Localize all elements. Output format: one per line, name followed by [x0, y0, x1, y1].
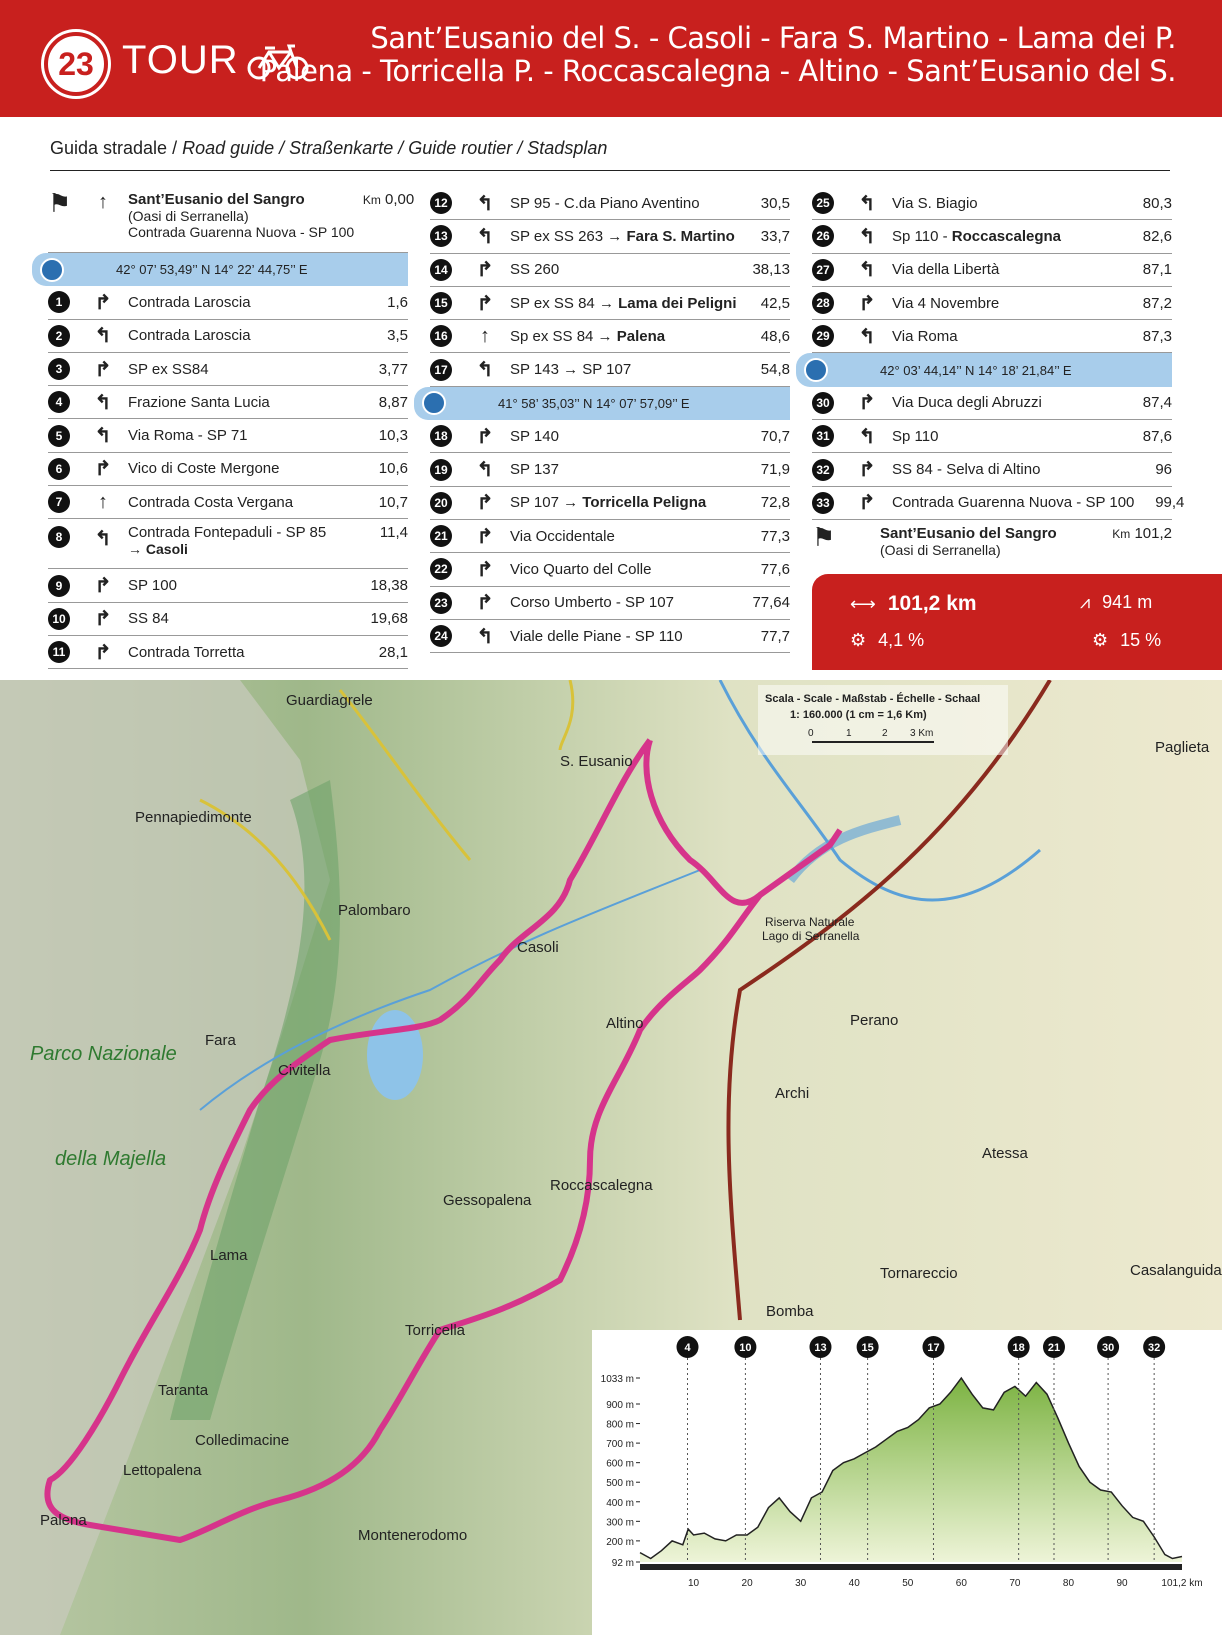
- start-row: [48, 187, 415, 253]
- turn-left-icon: ↰: [476, 625, 494, 648]
- place-tornareccio: Tornareccio: [880, 1265, 958, 1282]
- step-km: 87,2: [1142, 294, 1172, 312]
- scale-tick-0: 0: [808, 728, 814, 739]
- step-row-20: [430, 487, 790, 520]
- step-km: 80,3: [1142, 194, 1172, 212]
- step-text: SS 84: [128, 610, 169, 628]
- y-tick-label: 92 m: [611, 1558, 634, 1569]
- header-banner: [0, 0, 1222, 117]
- step-text: SP 143 → SP 107: [510, 361, 632, 379]
- place-lettopalena: Lettopalena: [123, 1462, 202, 1479]
- step-text: Via Roma - SP 71: [128, 427, 248, 445]
- step-km: 48,6: [760, 327, 790, 345]
- place-palombaro: Palombaro: [338, 902, 411, 919]
- x-tick-label: 80: [1062, 1578, 1075, 1589]
- step-row-18: [430, 420, 790, 453]
- step-text: SP 140: [510, 427, 559, 445]
- y-tick-label: 600 m: [606, 1458, 634, 1470]
- gps-coordinates-3: [796, 353, 1172, 386]
- turn-right-icon: ↱: [476, 558, 494, 581]
- step-number: 15: [430, 292, 452, 314]
- step-km: 38,13: [752, 261, 790, 279]
- step-number: 6: [48, 458, 70, 480]
- step-row-14: [430, 254, 790, 287]
- step-number: 30: [812, 392, 834, 414]
- step-km: 70,7: [760, 427, 790, 445]
- step-text: Via S. Biagio: [892, 194, 978, 212]
- distance-icon: ⟷: [850, 593, 876, 614]
- step-text: Via della Libertà: [892, 261, 1000, 279]
- waypoint-label: 17: [927, 1342, 940, 1354]
- step-row-10: [48, 603, 408, 636]
- step-text: SP 95 - C.da Piano Aventino: [510, 194, 700, 212]
- step-km: 3,77: [378, 360, 408, 378]
- place-bomba: Bomba: [766, 1303, 814, 1320]
- place-pennapiedimonte: Pennapiedimonte: [135, 809, 252, 826]
- step-number: 5: [48, 425, 70, 447]
- end-name: Sant’Eusanio del Sangro: [880, 524, 1057, 542]
- avg-gradient: 4,1 %: [878, 630, 925, 650]
- y-tick-label: 300 m: [606, 1517, 634, 1529]
- y-tick-label: 200 m: [606, 1536, 634, 1548]
- step-row-32: [812, 453, 1172, 486]
- step-number: 20: [430, 492, 452, 514]
- road-guide-title-translations: Road guide / Straßenkarte / Guide routier / Stadsplan: [182, 138, 608, 158]
- step-number: 27: [812, 259, 834, 281]
- place-roccascalegna: Roccascalegna: [550, 1177, 653, 1194]
- y-tick-label: 500 m: [606, 1478, 634, 1490]
- step-km: 11,4: [379, 524, 408, 542]
- scale-tick-1: 1: [846, 728, 852, 739]
- checkered-flag-icon: ⚑: [812, 521, 836, 552]
- y-tick-label: 1033 m: [600, 1374, 634, 1385]
- start-sub2: Contrada Guarenna Nuova - SP 100: [128, 224, 355, 240]
- turn-right-icon: ↱: [94, 358, 112, 381]
- step-row-12: [430, 187, 790, 220]
- step-row-8: [48, 519, 408, 569]
- step-text: Corso Umberto - SP 107: [510, 594, 674, 612]
- step-km: 77,3: [760, 527, 790, 545]
- step-text: SP 100: [128, 577, 177, 595]
- step-text: Via Duca degli Abruzzi: [892, 394, 1042, 412]
- step-text: Sp ex SS 84 →: [510, 327, 613, 345]
- waypoint-label: 13: [814, 1342, 827, 1354]
- step-number: 28: [812, 292, 834, 314]
- step-km: 19,68: [370, 610, 408, 628]
- turn-right-icon: ↱: [94, 291, 112, 314]
- step-text: SP ex SS 263 →: [510, 227, 623, 245]
- map-scale: [758, 685, 1008, 755]
- step-row-29: [812, 320, 1172, 353]
- step-number: 23: [430, 592, 452, 614]
- end-km: 101,2: [1134, 524, 1172, 542]
- step-text: Vico di Coste Mergone: [128, 460, 280, 478]
- elevation-profile: [592, 1330, 1222, 1635]
- turn-right-icon: ↱: [476, 525, 494, 548]
- waypoint-label: 21: [1047, 1342, 1061, 1354]
- step-number: 12: [430, 192, 452, 214]
- gps-text: 42° 03’ 44,14’’ N 14° 18’ 21,84’’ E: [880, 362, 1072, 378]
- step-number: 2: [48, 325, 70, 347]
- place-riserva: Riserva Naturale: [765, 915, 855, 929]
- tour-number-badge: 23: [44, 32, 108, 96]
- step-number: 26: [812, 225, 834, 247]
- tour-label: TOUR: [122, 38, 239, 82]
- place-paglieta: Paglieta: [1155, 739, 1210, 756]
- x-axis-bar: [640, 1564, 1182, 1570]
- step-text: SS 84 - Selva di Altino: [892, 461, 1041, 479]
- route-title: [260, 22, 1176, 88]
- step-row-17: [430, 353, 790, 386]
- step-km: 96: [1155, 461, 1172, 479]
- step-row-24: [430, 620, 790, 653]
- step-number: 22: [430, 558, 452, 580]
- waypoint-label: 10: [739, 1342, 752, 1354]
- y-tick-label: 900 m: [606, 1400, 634, 1412]
- step-row-9: [48, 569, 408, 602]
- step-text: Vico Quarto del Colle: [510, 560, 652, 578]
- step-row-1: [48, 286, 408, 319]
- km-label: Km: [362, 193, 381, 207]
- step-row-22: [430, 553, 790, 586]
- turn-right-icon: ↱: [476, 492, 494, 515]
- step-row-6: [48, 453, 408, 486]
- y-tick-label: 800 m: [606, 1419, 634, 1431]
- route-title-line1: Sant’Eusanio del S. - Casoli - Fara S. Martino - Lama dei P.: [370, 21, 1176, 55]
- turn-right-icon: ↱: [476, 292, 494, 315]
- turn-left-icon: ↰: [858, 192, 876, 215]
- step-row-30: [812, 387, 1172, 420]
- end-row: [812, 520, 1172, 570]
- place-perano: Perano: [850, 1012, 899, 1029]
- step-km: 54,8: [760, 361, 790, 379]
- scale-tick-3: 3 Km: [910, 728, 934, 739]
- step-text2: → Casoli: [128, 541, 188, 558]
- step-km: 71,9: [760, 461, 790, 479]
- step-number: 13: [430, 225, 452, 247]
- step-km: 42,5: [760, 294, 790, 312]
- step-number: 14: [430, 259, 452, 281]
- gps-text: 42° 07’ 53,49’’ N 14° 22’ 44,75’’ E: [116, 262, 308, 278]
- step-km: 3,5: [387, 327, 408, 345]
- turn-right-icon: ↱: [476, 425, 494, 448]
- step-km: 77,6: [760, 560, 790, 578]
- step-km: 72,8: [760, 494, 790, 512]
- step-number: 11: [48, 641, 70, 663]
- step-text: Via Occidentale: [510, 527, 615, 545]
- compass-icon: [422, 391, 446, 415]
- turn-left-icon: ↰: [476, 225, 494, 248]
- step-km: 10,3: [378, 427, 408, 445]
- step-number: 21: [430, 525, 452, 547]
- elevation-area: [640, 1378, 1182, 1562]
- step-text: SP 137: [510, 461, 559, 479]
- step-text: Via Roma: [892, 327, 958, 345]
- step-number: 33: [812, 492, 834, 514]
- step-row-7: [48, 486, 408, 519]
- step-number: 24: [430, 625, 452, 647]
- turn-right-icon: ↱: [476, 592, 494, 615]
- turn-left-icon: ↰: [94, 391, 112, 414]
- gps-text: 41° 58’ 35,03’’ N 14° 07’ 57,09’’ E: [498, 395, 690, 411]
- turn-straight-icon: ↑: [98, 490, 108, 513]
- park-name-line2: della Majella: [55, 1148, 167, 1170]
- compass-icon: [40, 258, 64, 282]
- straight-arrow-icon: ↑: [98, 191, 108, 213]
- step-row-5: [48, 419, 408, 452]
- place-fara: Fara: [205, 1032, 236, 1049]
- step-text: Sp 110: [892, 427, 939, 445]
- road-guide-column-3: [812, 187, 1185, 570]
- step-number: 8: [48, 526, 70, 548]
- route-summary-box: [812, 574, 1222, 670]
- place-s-eusanio: S. Eusanio: [560, 753, 633, 770]
- x-tick-label: 60: [955, 1578, 967, 1589]
- place-lama: Lama: [210, 1247, 248, 1264]
- step-km: 87,1: [1142, 261, 1172, 279]
- step-number: 18: [430, 425, 452, 447]
- step-row-15: [430, 287, 790, 320]
- turn-left-icon: ↰: [94, 325, 112, 348]
- place-gessopalena: Gessopalena: [443, 1192, 532, 1209]
- elevation-icon: ⩘: [1080, 592, 1091, 612]
- step-text: Via 4 Novembre: [892, 294, 1000, 312]
- scale-tick-2: 2: [882, 728, 888, 739]
- x-tick-label: 90: [1116, 1578, 1128, 1589]
- road-guide-column-1: [48, 187, 415, 669]
- step-destination: Torricella Peligna: [582, 494, 707, 512]
- turn-left-icon: ↰: [94, 425, 112, 448]
- step-destination: Palena: [616, 327, 666, 345]
- step-number: 17: [430, 359, 452, 381]
- step-row-13: [430, 220, 790, 253]
- x-tick-label: 101,2 km: [1161, 1578, 1203, 1589]
- place-casoli: Casoli: [517, 939, 559, 956]
- step-destination: Roccascalegna: [951, 227, 1061, 245]
- step-number: 32: [812, 459, 834, 481]
- place-colledimacine: Colledimacine: [195, 1432, 290, 1449]
- turn-right-icon: ↱: [94, 575, 112, 598]
- step-number: 9: [48, 575, 70, 597]
- step-number: 3: [48, 358, 70, 380]
- step-text: SS 260: [510, 261, 560, 279]
- road-guide-column-2: [430, 187, 790, 653]
- max-gradient-icon: ⚙: [1092, 630, 1109, 650]
- turn-right-icon: ↱: [94, 458, 112, 481]
- avg-gradient-icon: ⚙: [850, 630, 867, 650]
- start-sub1: (Oasi di Serranella): [128, 208, 249, 224]
- step-text: SP ex SS 84 →: [510, 294, 614, 312]
- start-name: Sant’Eusanio del Sangro: [128, 191, 305, 208]
- step-number: 25: [812, 192, 834, 214]
- road-guide-title-main: Guida stradale: [50, 138, 168, 158]
- step-row-4: [48, 386, 408, 419]
- turn-right-icon: ↱: [858, 492, 876, 515]
- place-palena: Palena: [40, 1512, 87, 1529]
- step-row-26: [812, 220, 1172, 253]
- step-row-28: [812, 287, 1172, 320]
- turn-right-icon: ↱: [858, 292, 876, 315]
- road-guide-title: Guida stradale / Road guide / Straßenkarte / Guide routier / Stadsplan: [50, 138, 608, 158]
- turn-left-icon: ↰: [476, 192, 494, 215]
- elevation-chart: [592, 1330, 1222, 1635]
- step-number: 10: [48, 608, 70, 630]
- divider: [50, 170, 1170, 171]
- step-text: Contrada Laroscia: [128, 293, 251, 311]
- route-title-line2: Palena - Torricella P. - Roccascalegna - Altino - Sant’Eusanio del S.: [259, 54, 1176, 88]
- x-tick-label: 70: [1009, 1578, 1021, 1589]
- step-row-33: [812, 487, 1185, 520]
- turn-right-icon: ↱: [858, 392, 876, 415]
- total-distance: 101,2 km: [887, 592, 977, 615]
- gps-coordinates-1: [32, 253, 408, 286]
- park-name-line1: Parco Nazionale: [30, 1043, 177, 1065]
- x-tick-label: 10: [687, 1578, 700, 1589]
- step-number: 4: [48, 391, 70, 413]
- step-km: 33,7: [760, 227, 790, 245]
- x-tick-label: 40: [848, 1578, 860, 1589]
- step-destination: Fara S. Martino: [626, 227, 735, 245]
- turn-right-icon: ↱: [94, 641, 112, 664]
- step-row-25: [812, 187, 1172, 220]
- compass-icon: [804, 358, 828, 382]
- turn-right-icon: ↱: [476, 259, 494, 282]
- waypoint-label: 18: [1012, 1342, 1025, 1354]
- place-casalanguida: Casalanguida: [1130, 1262, 1222, 1279]
- place-archi: Archi: [775, 1085, 810, 1102]
- step-text: Contrada Costa Vergana: [128, 493, 294, 511]
- step-text: Sp 110 -: [892, 227, 948, 245]
- place-taranta: Taranta: [158, 1382, 209, 1399]
- waypoint-label: 32: [1148, 1342, 1161, 1354]
- turn-left-icon: ↰: [858, 325, 876, 348]
- step-number: 29: [812, 325, 834, 347]
- lake-casoli: [367, 1010, 423, 1100]
- turn-left-icon: ↰: [476, 359, 494, 382]
- turn-left-icon: ↰: [858, 225, 876, 248]
- step-row-23: [430, 587, 790, 620]
- start-km: 0,00: [385, 191, 415, 208]
- step-km: 10,6: [378, 460, 408, 478]
- x-tick-label: 30: [795, 1578, 807, 1589]
- step-km: 18,38: [370, 577, 408, 595]
- step-km: 30,5: [760, 194, 790, 212]
- km-label: Km: [1112, 526, 1131, 541]
- place-lago: Lago di Serranella: [762, 929, 860, 943]
- place-montenerodomo: Montenerodomo: [358, 1527, 468, 1544]
- step-km: 1,6: [387, 293, 408, 311]
- step-km: 28,1: [378, 643, 408, 661]
- max-gradient: 15 %: [1120, 630, 1162, 650]
- y-tick-label: 700 m: [606, 1439, 634, 1451]
- step-km: 77,64: [752, 594, 790, 612]
- end-sub1: (Oasi di Serranella): [880, 541, 1001, 558]
- step-row-27: [812, 254, 1172, 287]
- step-number: 7: [48, 491, 70, 513]
- step-text: Contrada Torretta: [128, 643, 245, 661]
- waypoint-label: 4: [684, 1342, 691, 1354]
- gps-coordinates-2: [414, 387, 790, 420]
- step-row-16: [430, 320, 790, 353]
- step-text: Contrada Guarenna Nuova - SP 100: [892, 494, 1135, 512]
- place-guardiagrele: Guardiagrele: [286, 692, 373, 709]
- scale-ratio: 1: 160.000 (1 cm = 1,6 Km): [790, 709, 927, 721]
- step-row-31: [812, 420, 1172, 453]
- y-tick-label: 400 m: [606, 1497, 634, 1509]
- step-text: SP ex SS84: [128, 360, 209, 378]
- place-atessa: Atessa: [982, 1145, 1028, 1162]
- place-torricella: Torricella: [405, 1322, 466, 1339]
- step-km: 87,4: [1142, 394, 1172, 412]
- turn-left-icon: ↰: [476, 459, 494, 482]
- step-row-2: [48, 320, 408, 353]
- x-tick-label: 50: [902, 1578, 914, 1589]
- step-km: 87,6: [1142, 427, 1172, 445]
- step-destination: Lama dei Peligni: [618, 294, 737, 312]
- step-text: Contrada Laroscia: [128, 327, 251, 345]
- step-km: 10,7: [378, 493, 408, 511]
- step-km: 8,87: [378, 393, 408, 411]
- turn-right-icon: ↱: [858, 459, 876, 482]
- step-km: 82,6: [1142, 227, 1172, 245]
- x-tick-label: 20: [741, 1578, 753, 1589]
- step-km: 77,7: [760, 627, 790, 645]
- step-number: 16: [430, 325, 452, 347]
- step-text: Viale delle Piane - SP 110: [510, 627, 683, 645]
- step-row-3: [48, 353, 408, 386]
- step-text: Frazione Santa Lucia: [128, 393, 270, 411]
- scale-title: Scala - Scale - Maßstab - Échelle - Schaal: [765, 693, 981, 705]
- place-civitella: Civitella: [278, 1062, 331, 1079]
- step-km: 99,4: [1155, 494, 1185, 512]
- turn-straight-icon: ↑: [480, 324, 490, 347]
- step-number: 19: [430, 459, 452, 481]
- elevation-gain: 941 m: [1102, 592, 1153, 612]
- turn-left-icon: ↰: [858, 259, 876, 282]
- step-row-11: [48, 636, 408, 669]
- turn-right-icon: ↱: [94, 608, 112, 631]
- step-km: 87,3: [1142, 327, 1172, 345]
- turn-left-icon: ↰: [858, 425, 876, 448]
- turn-left-icon: ↰: [94, 528, 112, 551]
- step-number: 31: [812, 425, 834, 447]
- step-text: Contrada Fontepaduli - SP 85: [128, 524, 327, 542]
- step-row-19: [430, 453, 790, 486]
- waypoint-label: 15: [861, 1342, 874, 1354]
- step-text: SP 107 →: [510, 494, 579, 512]
- step-number: 1: [48, 291, 70, 313]
- checkered-flag-icon: ⚑: [48, 188, 72, 218]
- place-altino: Altino: [606, 1015, 644, 1032]
- waypoint-label: 30: [1101, 1342, 1115, 1354]
- step-row-21: [430, 520, 790, 553]
